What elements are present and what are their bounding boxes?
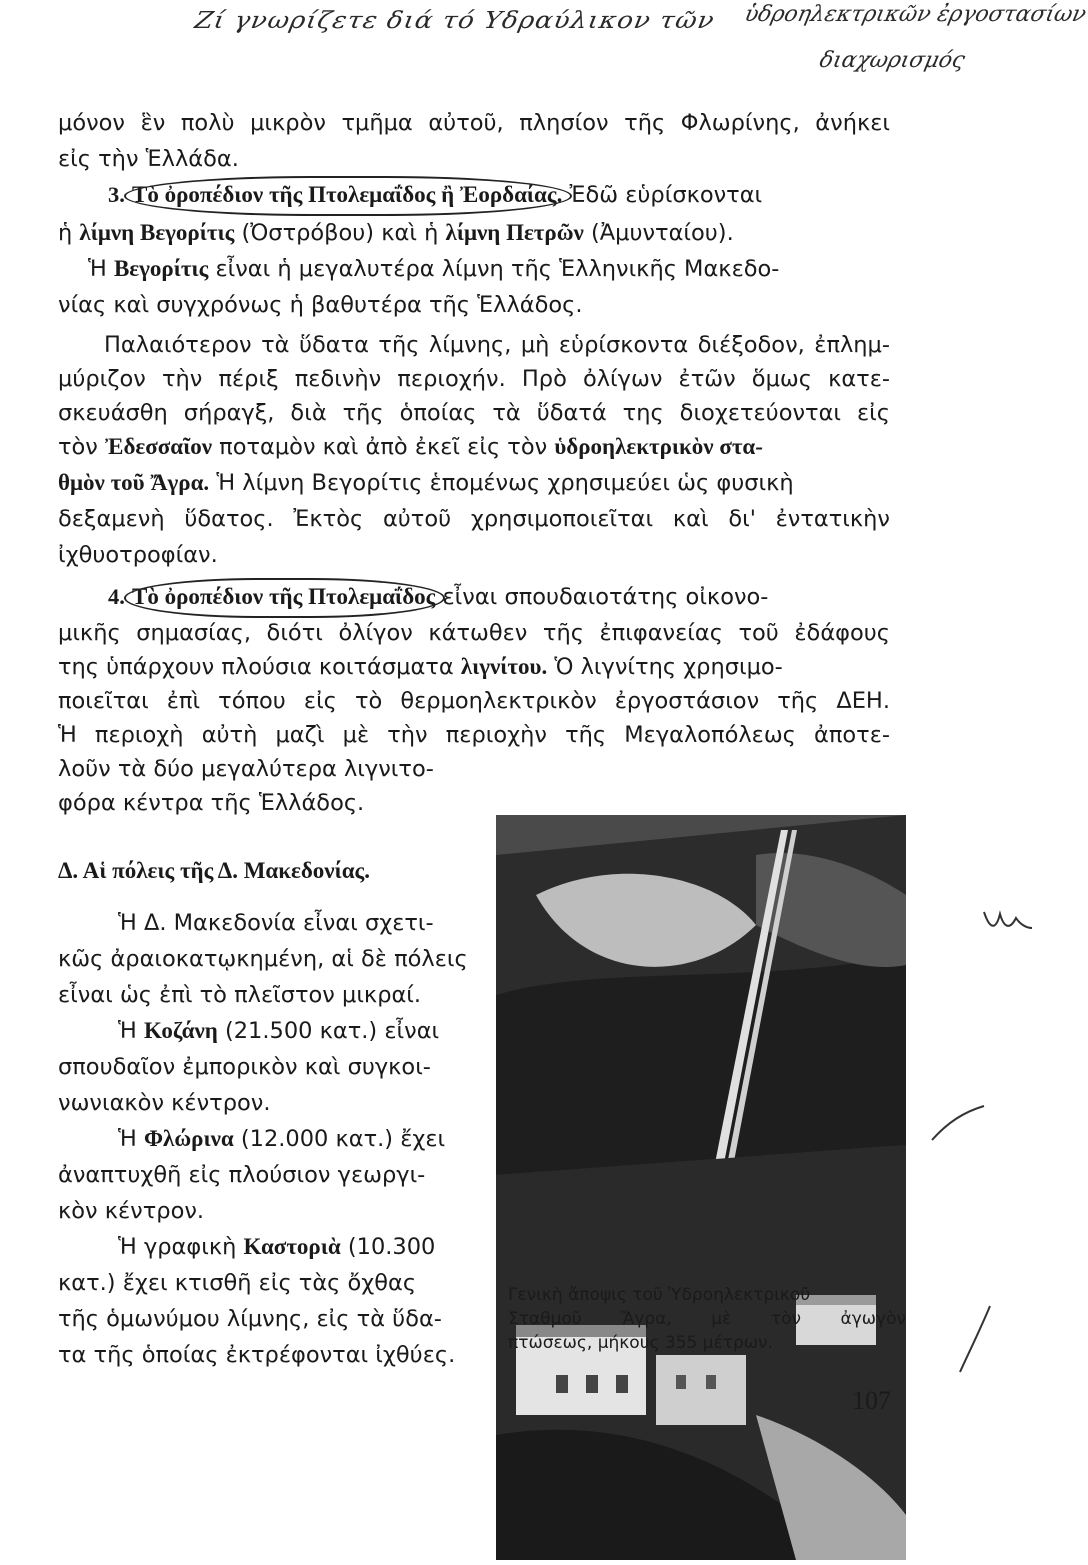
section-3-heading (108, 180, 762, 210)
text-line (58, 432, 763, 462)
photo-caption-line: Γενικὴ ἄποψις τοῦ Ὑδροηλεκτρικοῦ (508, 1285, 811, 1305)
text-line: εἰς τὴν Ἑλλάδα. (58, 146, 239, 172)
text-line: δεξαμενὴ ὕδατος. Ἐκτὸς αὐτοῦ χρησιμοποιεῖται καὶ δι' ἐντατικὴν (58, 506, 890, 532)
pencil-mark-icon (980, 900, 1040, 940)
text-line: εἶναι ὡς ἐπὶ τὸ πλεῖστον μικραί. (58, 982, 422, 1008)
text-line (58, 468, 794, 498)
text-line: ἰχθυοτροφίαν. (58, 542, 218, 568)
text-span: Ἡ λίμνη Βεγορίτις ἑπομένως χρησιμεύει ὡς φυσικὴ (216, 470, 794, 496)
text-line (118, 1124, 478, 1154)
text-line: λοῦν τὰ δύο μεγαλύτερα λιγνιτο- (58, 756, 434, 782)
section-d-title: Δ. Αἱ πόλεις τῆς Δ. Μακεδονίας. (58, 858, 370, 883)
text-line: κῶς ἀραιοκατῳκημένη, αἱ δὲ πόλεις (58, 946, 468, 972)
handwritten-note-top-right-2: διαχωρισμός (817, 48, 968, 73)
text-line: ἀναπτυχθῆ εἰς πλούσιον γεωργι- (58, 1162, 426, 1188)
pencil-mark-icon (928, 1100, 988, 1160)
section-4-title-circled: Τὸ ὀροπέδιον τῆς Πτολεμαΐδος (132, 582, 435, 612)
city-name-bold: Φλώρινα (143, 1126, 234, 1151)
text-line: κὸν κέντρον. (58, 1198, 205, 1224)
text-line: σπουδαῖον ἐμπορικὸν καὶ συγκοι- (58, 1054, 431, 1080)
text-line: Ἡ Δ. Μακεδονία εἶναι σχετι- (118, 910, 434, 936)
text-span: ἡ (58, 220, 73, 246)
text-line: κατ.) ἔχει κτισθῆ εἰς τὰς ὄχθας (58, 1270, 417, 1296)
text-line: τα τῆς ὁποίας ἐκτρέφονται ἰχθύες. (58, 1342, 456, 1368)
lake-name-bold: λίμνη Πετρῶν (445, 220, 584, 245)
text-span: Ἡ (118, 1126, 137, 1152)
section-number: 4. (108, 584, 125, 609)
bold-term: ὑδροηλεκτρικὸν στα- (554, 434, 763, 459)
city-name-bold: Καστοριὰ (243, 1234, 341, 1259)
text-line: σκευάσθη σήραγξ, διὰ τῆς ὁποίας τὰ ὕδατά της διοχετεύονται εἰς (58, 400, 890, 426)
photo-caption-line: Σταθμοῦ Ἄγρα, μὲ τὸν ἀγωγὸν (508, 1309, 906, 1329)
section-number: 3. (108, 182, 125, 207)
text-line: μικῆς σημασίας, διότι ὀλίγον κάτωθεν τῆς ἐπιφανείας τοῦ ἐδάφους (58, 620, 890, 646)
text-line: νωνιακὸν κέντρον. (58, 1090, 271, 1116)
lake-name-bold: λίμνη Βεγορίτις (79, 220, 235, 245)
text-span: ποταμὸν καὶ ἀπὸ ἐκεῖ εἰς τὸν (219, 434, 548, 460)
city-name-bold: Κοζάνη (143, 1018, 218, 1043)
text-span: εἶναι σπουδαιοτάτης οἰκονο- (442, 584, 769, 610)
handwritten-note-top-right: ὑδροηλεκτρικῶν ἐργοστασίων (742, 2, 1088, 27)
page-number: 107 (852, 1386, 891, 1415)
text-span: τὸν (58, 434, 98, 460)
bold-term: θμὸν τοῦ Ἄγρα. (58, 470, 210, 495)
text-line: ποιεῖται ἐπὶ τόπου εἰς τὸ θερμοηλεκτρικὸν ἐργοστάσιον τῆς ΔΕΗ. (58, 688, 890, 714)
pencil-mark-icon (950, 1300, 1000, 1380)
text-line: Παλαιότερον τὰ ὕδατα τῆς λίμνης, μὴ εὑρίσκοντα διέξοδον, ἐπλημ- (104, 332, 890, 358)
text-span: Ἡ (118, 1018, 137, 1044)
text-line (58, 218, 734, 248)
text-span: Ἡ γραφικὴ (118, 1234, 237, 1260)
photo-caption-line: πτώσεως, μήκους 355 μέτρων. (508, 1333, 773, 1353)
text-line: τῆς ὁμωνύμου λίμνης, εἰς τὰ ὕδα- (58, 1306, 442, 1332)
text-line: μόνον ἓν πολὺ μικρὸν τμῆμα αὐτοῦ, πλησίον τῆς Φλωρίνης, ἀνήκει (58, 110, 890, 136)
text-span: (Ὀστρόβου) καὶ ἡ (241, 220, 439, 246)
text-line: νίας καὶ συγχρόνως ἡ βαθυτέρα τῆς Ἑλλάδος. (58, 292, 583, 318)
text-span: (10.300 (347, 1234, 436, 1260)
text-span: Ἐδῶ εὑρίσκονται (569, 182, 763, 208)
text-line: Ἡ περιοχὴ αὐτὴ μαζὶ μὲ τὴν περιοχὴν τῆς Μεγαλοπόλεως ἀποτε- (58, 722, 890, 748)
text-span: της ὑπάρχουν πλούσια κοιτάσματα (58, 654, 454, 680)
section-4-heading (108, 582, 768, 612)
text-line (58, 652, 783, 682)
text-span: Ἡ (88, 256, 107, 282)
bold-term: Ἐδεσσαῖον (105, 434, 213, 459)
text-line: μύριζον τὴν πέριξ πεδινὴν περιοχήν. Πρὸ ὀλίγων ἐτῶν ὅμως κατε- (58, 366, 890, 392)
text-line (88, 254, 779, 284)
text-line: φόρα κέντρα τῆς Ἑλλάδος. (58, 790, 365, 816)
text-span: (Ἀμυνταίου). (590, 220, 734, 246)
bold-term: Βεγορίτις (113, 256, 209, 281)
text-span: εἶναι ἡ μεγαλυτέρα λίμνη τῆς Ἑλληνικῆς Μακεδο- (215, 256, 780, 282)
text-line (118, 1232, 478, 1262)
section-3-title-circled: Τὸ ὀροπέδιον τῆς Πτολεμαΐδος ἢ Ἐορδαίας. (132, 180, 562, 210)
hydroelectric-station-photo (496, 815, 916, 1565)
handwritten-note-top-left: Ζί γνωρίζετε διά τό Υδραύλικον τῶν (192, 7, 717, 35)
text-span: Ὁ λιγνίτης χρησιμο- (554, 654, 783, 680)
text-line (118, 1016, 478, 1046)
bold-term: λιγνίτου. (460, 654, 548, 679)
text-span: (21.500 κατ.) εἶναι (224, 1018, 440, 1044)
text-span: (12.000 κατ.) ἔχει (240, 1126, 446, 1152)
